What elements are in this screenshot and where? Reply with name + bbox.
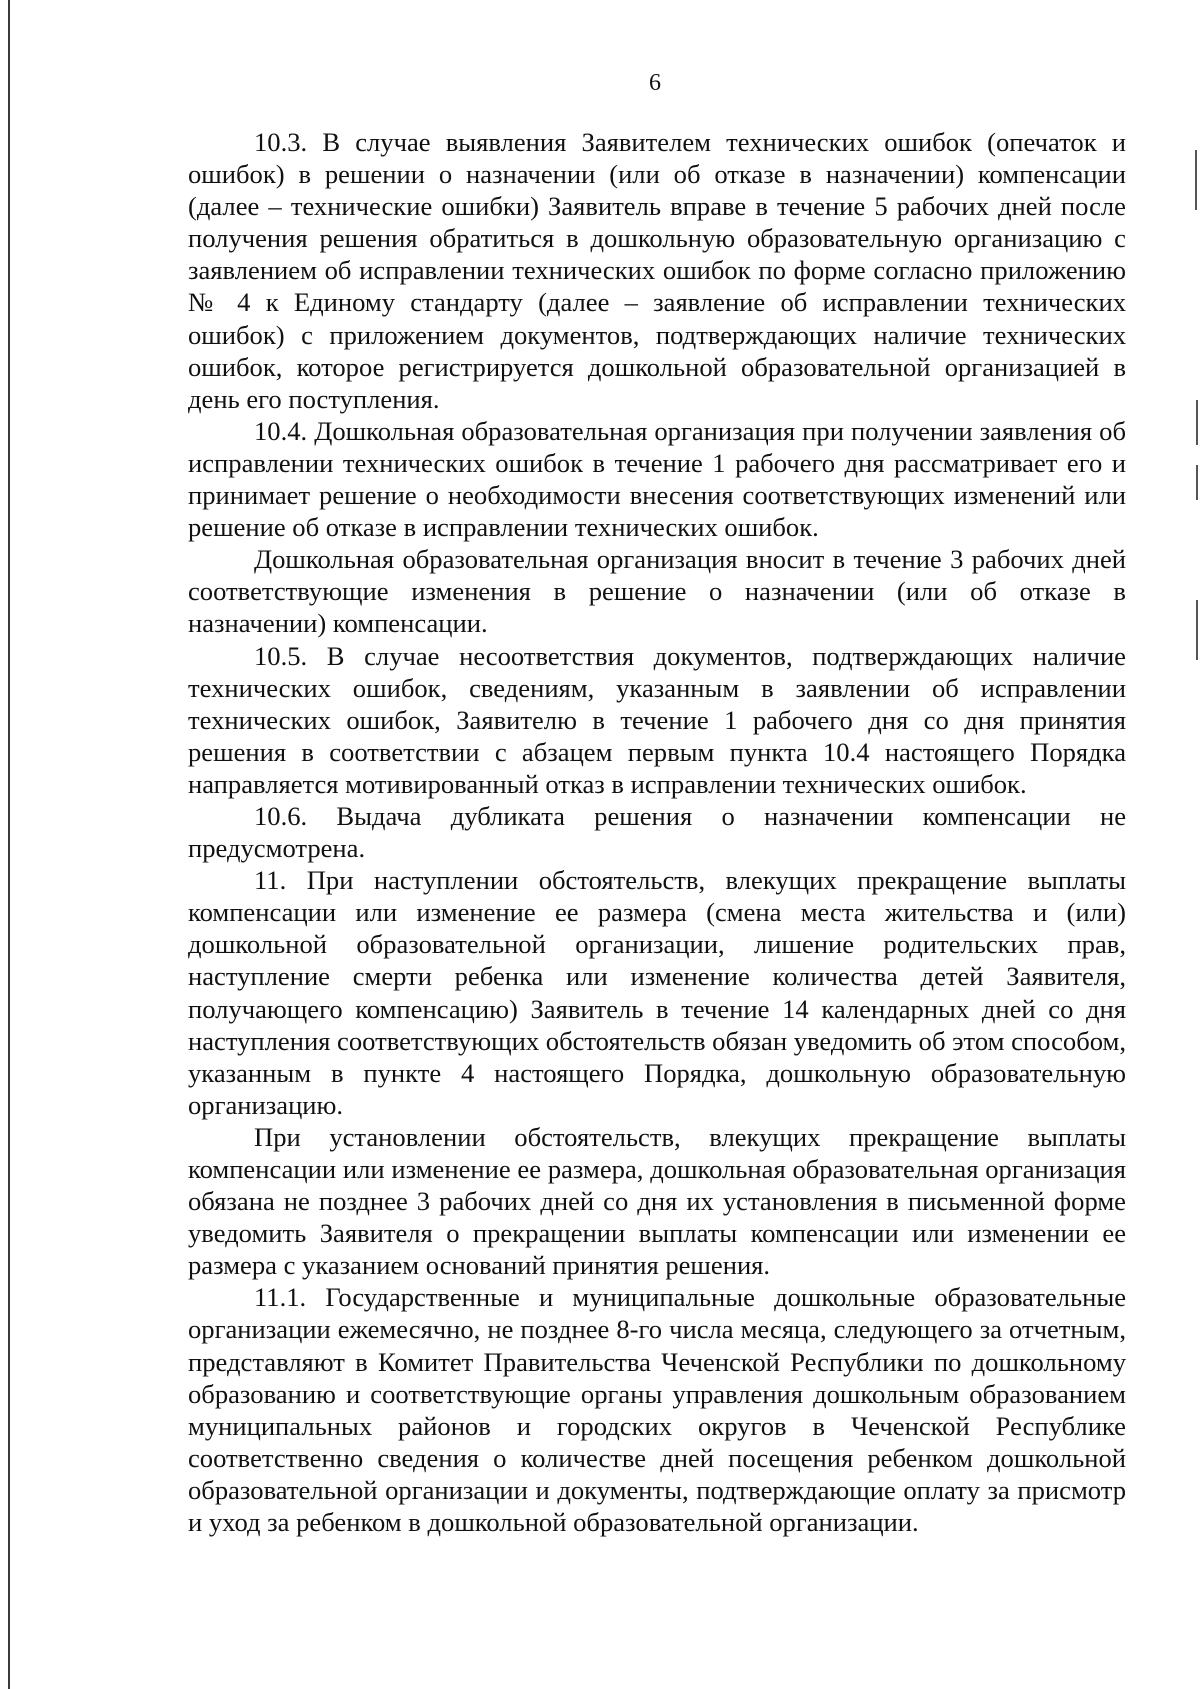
scan-edge-left [8,0,10,1689]
page-number: 6 [649,70,661,96]
paragraph-11-cont: При установлении обстоятельств, влекущих прекращение выплаты компенсации или изменение ее размера, дошкольная образовательная организация обязана не позднее 3 рабочих дней со дня их установления в письменной форме уведомить Заявителя о прекращении выплаты компенсации или изменении ее размера с указанием оснований принятия решения. [188,1121,1126,1281]
paragraph-10-3: 10.3. В случае выявления Заявителем технических ошибок (опечаток и ошибок) в решении о назначении (или об отказе в назначении) компенсации (далее – технические ошибки) Заявитель вправе в течение 5 рабочих дней после получения решения обратиться в дошкольную образовательную организацию с заявлением об исправлении технических ошибок по форме согласно приложению № 4 к Единому стандарту (далее – заявление об исправлении технических ошибок) с приложением документов, подтверждающих наличие технических ошибок, которое регистрируется дошкольной образовательной организацией в день его поступления. [188,127,1126,414]
scan-mark [1196,465,1198,500]
scan-mark [1195,150,1197,210]
paragraph-10-5: 10.5. В случае несоответствия документов, подтверждающих наличие технических ошибок, сведениям, указанным в заявлении об исправлении технических ошибок, Заявителю в течение 1 рабочего дня со дня принятия решения в соответствии с абзацем первым пункта 10.4 настоящего Порядка направляется мотивированный отказ в исправлении технических ошибок. [188,640,1126,799]
scan-mark [1196,400,1198,445]
paragraph-11: 11. При наступлении обстоятельств, влекущих прекращение выплаты компенсации или изменение ее размера (смена места жительства и (или) дошкольной образовательной организации, лишение родительских прав, наступление смерти ребенка или изменение количества детей Заявителя, получающего компенсацию) Заявитель в течение 14 календарных дней со дня наступления соответствующих обстоятельств обязан уведомить об этом способом, указанным в пункте 4 настоящего Порядка, дошкольную образовательную организацию. [188,865,1126,1120]
document-body [188,126,1126,1538]
scan-mark [1196,600,1198,660]
paragraph-11-1: 11.1. Государственные и муниципальные дошкольные образовательные организации ежемесячно, не позднее 8-го числа месяца, следующего за отчетным, представляют в Комитет Правительства Чеченской Республики по дошкольному образованию и соответствующие органы управления дошкольным образованием муниципальных районов и городских округов в Чеченской Республике соответственно сведения о количестве дней посещения ребенком дошкольной образовательной организации и документы, подтверждающие оплату за присмотр и уход за ребенком в дошкольной образовательной организации. [188,1282,1126,1538]
paragraph-10-6: 10.6. Выдача дубликата решения о назначении компенсации не предусмотрена. [188,800,1126,864]
paragraph-10-4-cont: Дошкольная образовательная организация вносит в течение 3 рабочих дней соответствующие изменения в решение о назначении (или об отказе в назначении) компенсации. [188,544,1126,639]
paragraph-10-4: 10.4. Дошкольная образовательная организация при получении заявления об исправлении технических ошибок в течение 1 рабочего дня рассматривает его и принимает решение о необходимости внесения соответствующих изменений или решение об отказе в исправлении технических ошибок. [188,415,1126,543]
